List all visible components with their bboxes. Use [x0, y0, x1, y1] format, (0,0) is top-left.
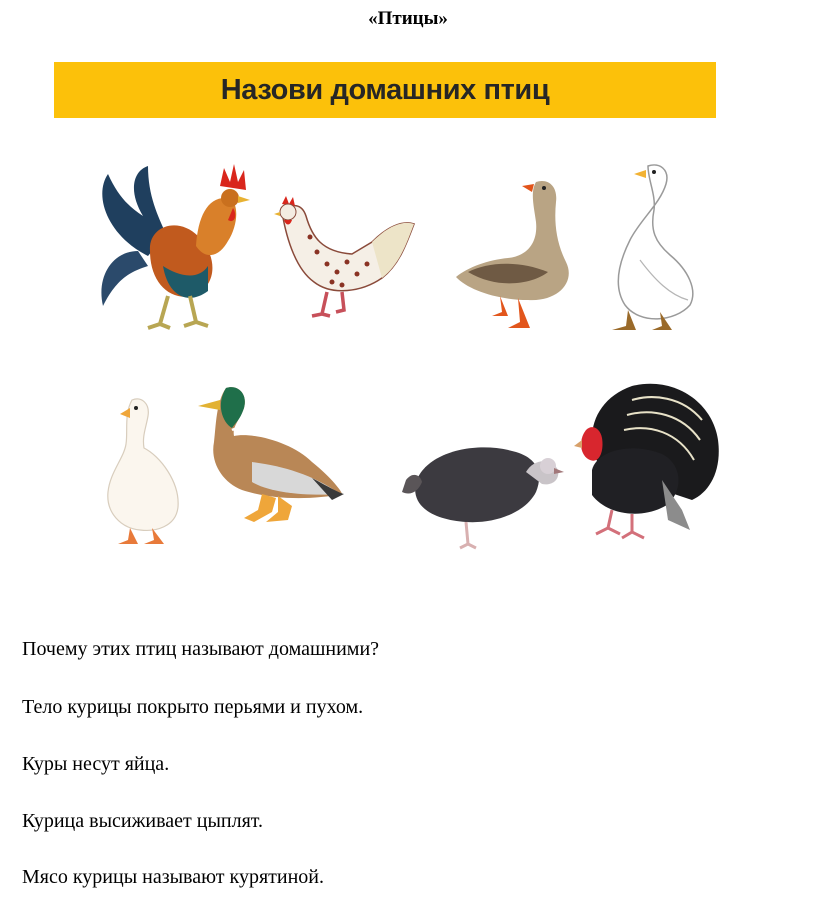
text-line-3: Куры несут яйца.: [22, 753, 170, 775]
turkey-hen-illustration: [396, 432, 568, 552]
title-banner: [54, 62, 716, 118]
text-line-1: Почему этих птиц называют домашними?: [22, 638, 380, 660]
banner-title: Назови домашних птиц: [220, 73, 550, 106]
white-goose-illustration: [600, 160, 700, 336]
white-duck-illustration: [100, 392, 186, 548]
text-line-2: Тело курицы покрыто перьями и пухом.: [22, 696, 364, 718]
text-line-4: Курица высиживает цыплят.: [22, 810, 264, 832]
mallard-duck-illustration: [192, 382, 352, 544]
text-line-5: Мясо курицы называют курятиной.: [22, 866, 325, 888]
grey-goose-illustration: [448, 172, 578, 336]
page-title: «Птицы»: [368, 8, 448, 29]
hen-illustration: [272, 192, 420, 322]
rooster-illustration: [88, 156, 256, 334]
turkey-illustration: [572, 380, 720, 544]
